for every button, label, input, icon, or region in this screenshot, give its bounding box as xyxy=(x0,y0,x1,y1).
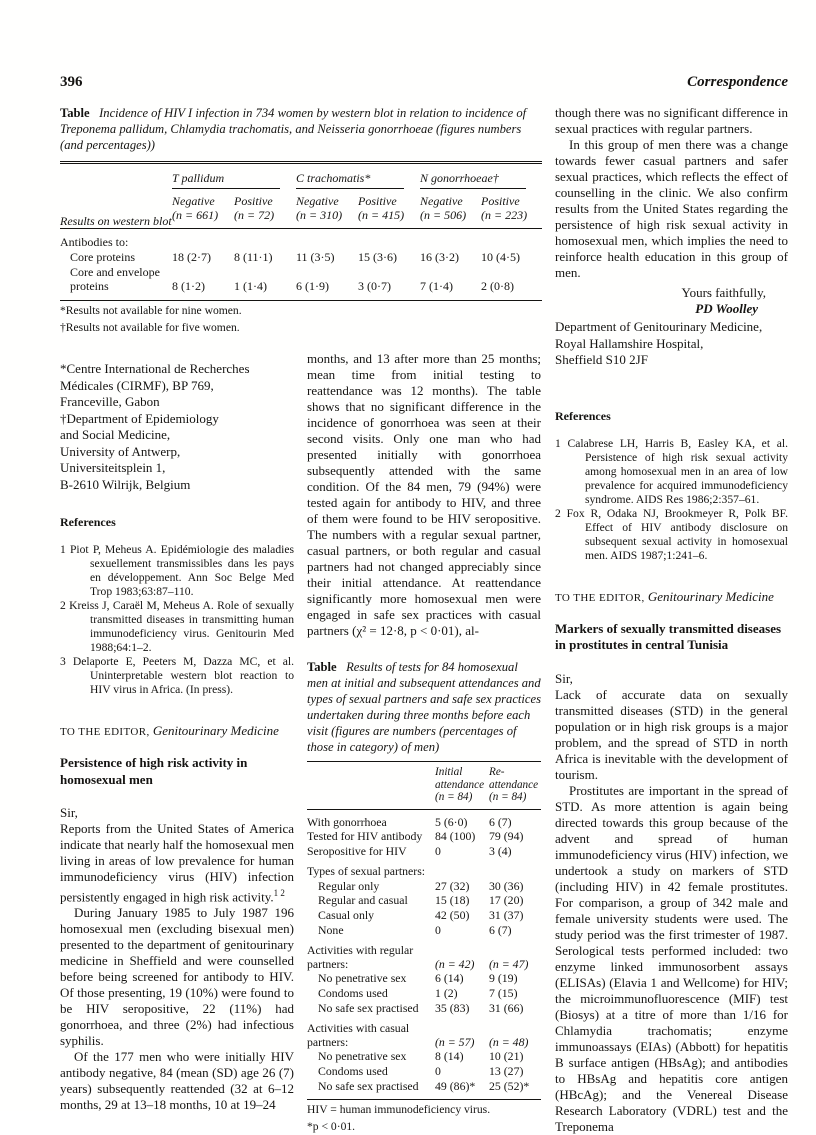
table-cell: 7 (15) xyxy=(489,986,518,1001)
table-cell: With gonorrhoea xyxy=(307,814,387,829)
journal-name: Genitourinary Medicine xyxy=(152,723,279,738)
to-the-editor-label: TO THE EDITOR, xyxy=(555,591,645,604)
table1-group-row xyxy=(60,163,542,190)
table-row xyxy=(307,809,541,830)
table-cell: Condoms used xyxy=(318,986,388,1001)
affiliation-block xyxy=(60,361,294,493)
table-cell: 8 (14) xyxy=(435,1049,464,1064)
reference-superscript: 1 2 xyxy=(273,888,285,898)
table-cell: Seropositive for HIV xyxy=(307,843,407,858)
table2-body xyxy=(307,809,541,1100)
page-number: 396 xyxy=(60,74,83,90)
table-cell: No penetrative sex xyxy=(318,1049,407,1064)
table-row xyxy=(307,909,541,924)
paragraph: Reports from the United States of America indicate that nearly half the homosexual men living in areas of low prevalence for human immunodeficiency virus (HIV) infection persistently engaged in high risk activity.$^{1 2}$ xyxy=(60,821,294,905)
table-cell: 1 (1·4) xyxy=(234,279,267,293)
address-line: Sheffield S10 2JF xyxy=(555,352,648,367)
table-cell: (n = 42) xyxy=(435,956,475,971)
table-cell: No penetrative sex xyxy=(318,971,407,986)
table-cell: Casual only xyxy=(318,908,375,923)
table-cell: (n = 57) xyxy=(435,1034,475,1049)
table-cell xyxy=(435,859,489,880)
table-cell xyxy=(489,859,541,880)
table-cell: No safe sex practised xyxy=(318,1078,419,1093)
address-line: Royal Hallamshire Hospital, xyxy=(555,335,704,351)
table-cell: 17 (20) xyxy=(489,893,524,908)
paragraph: Of the 177 men who were initially HIV antibody negative, 84 (mean (SD) age 26 (7) years) subsequently reattended (32 at 6–12 months, 29 at 13–18 months, 10 at 19–24 xyxy=(60,1049,294,1113)
table-cell: 27 (32) xyxy=(435,878,470,893)
table1-subhead: Negative (n = 310) xyxy=(296,194,343,222)
table-row xyxy=(307,924,541,939)
table1-row xyxy=(60,250,542,265)
table1-subhead: Positive (n = 223) xyxy=(481,194,528,222)
table-cell: 25 (52)* xyxy=(489,1078,530,1093)
table-row xyxy=(307,845,541,860)
table-cell: 1 (2) xyxy=(435,986,458,1001)
table1-stub-head: Results on western blot xyxy=(60,214,172,228)
paragraph: Lack of accurate data on sexually transmitted diseases (STD) in the general population or in high risk groups is a major problem, and the spread of STD in north Africa is inevitable with the development of tourism. xyxy=(555,686,788,782)
table-cell: 2 (0·8) xyxy=(481,279,514,293)
table-cell: 0 xyxy=(435,1064,441,1078)
table-cell: 49 (86)* xyxy=(435,1078,476,1093)
reference-item: 2 Fox R, Odaka NJ, Brookmeyer R, Polk BF. Effect of HIV antibody disclosure on subsequent sexual activity in homosexual men. AIDS 1987;1:241–6. xyxy=(555,506,788,562)
table-cell: Core proteins xyxy=(70,250,135,264)
table1-group-tpallidum: T pallidum xyxy=(172,163,296,190)
table2 xyxy=(307,761,541,1100)
lower-two-columns xyxy=(60,351,542,1134)
table-cell: 7 (1·4) xyxy=(420,279,453,293)
table-cell: 5 (6·0) xyxy=(435,814,468,829)
table-cell: 13 (27) xyxy=(489,1064,524,1078)
table1-caption-label: Table xyxy=(60,106,90,120)
table-row xyxy=(307,1016,541,1050)
column-left xyxy=(60,351,294,1134)
table-cell: 31 (66) xyxy=(489,1000,524,1015)
table-cell: 0 xyxy=(435,922,441,937)
table1-subhead: Positive (n = 72) xyxy=(234,194,275,222)
table-cell: 31 (37) xyxy=(489,908,524,923)
table1-subhead: Positive (n = 415) xyxy=(358,194,405,222)
table-row xyxy=(307,894,541,909)
letter-title: Markers of sexually transmitted diseases in prostitutes in central Tunisia xyxy=(555,620,782,652)
table1-body xyxy=(60,229,542,301)
table-row xyxy=(307,1002,541,1017)
table2-col-head: Re- attendance (n = 84) xyxy=(489,766,539,803)
table-cell: None xyxy=(318,922,344,937)
table-cell: 35 (83) xyxy=(435,1000,470,1015)
table2-head-row xyxy=(307,762,541,810)
table-row xyxy=(307,859,541,880)
reference-list xyxy=(60,543,294,697)
table-cell: Core and envelope proteins xyxy=(70,265,160,293)
table2-footnote: *p < 0·01. xyxy=(307,1120,356,1134)
table-cell: 79 (94) xyxy=(489,829,524,844)
table-cell: Activities with regular partners: xyxy=(307,943,414,971)
table1-subhead: Negative (n = 661) xyxy=(172,194,219,222)
table-row xyxy=(307,880,541,895)
table-row xyxy=(307,830,541,845)
table1-footnote: *Results not available for nine women. xyxy=(60,304,242,317)
table-cell: Types of sexual partners: xyxy=(307,864,426,879)
table1-block xyxy=(60,105,542,335)
table-cell: 3 (0·7) xyxy=(358,279,391,293)
table1-caption-text: Incidence of HIV I infection in 734 women by western blot in relation to incidence of Treponema pallidum, Chlamydia trachomatis, and Neisseria gonorrhoeae (figures numbers (and percentages)) xyxy=(60,106,527,152)
main-content xyxy=(60,105,788,1135)
table1-caption xyxy=(60,105,542,153)
table2-col-head: Initial attendance (n = 84) xyxy=(435,766,485,803)
table-cell: 84 (100) xyxy=(435,829,476,844)
table-row xyxy=(307,1065,541,1080)
affiliation-line: Médicales (CIRMF), BP 769, xyxy=(60,377,214,393)
column-right xyxy=(555,105,788,1135)
signature: PD Woolley xyxy=(695,301,758,316)
salutation: Sir, xyxy=(555,670,573,686)
table-cell: Regular and casual xyxy=(318,893,408,908)
table2-head xyxy=(307,762,541,810)
table-cell: (n = 47) xyxy=(489,956,529,971)
reference-item: 1 Calabrese LH, Harris B, Easley KA, et al. Persistence of high risk sexual activity among homosexual men in an area of low prevalence for acquired immunodeficiency syndrome. AIDS Res 1986;2:357–61. xyxy=(555,436,788,506)
table1 xyxy=(60,161,542,301)
table2-caption-label: Table xyxy=(307,660,337,674)
table-cell: 0 xyxy=(435,843,441,858)
table-cell: 8 (11·1) xyxy=(234,250,273,264)
table-cell: 6 (7) xyxy=(489,922,512,937)
table1-footnote: †Results not available for five women. xyxy=(60,321,240,334)
table-row xyxy=(307,1050,541,1065)
affiliation-line: University of Antwerp, xyxy=(60,443,181,459)
table-cell: 15 (3·6) xyxy=(358,250,397,264)
page-header xyxy=(60,74,788,91)
table-cell: 3 (4) xyxy=(489,843,512,858)
to-the-editor-line xyxy=(60,723,294,739)
to-the-editor-line xyxy=(555,589,788,605)
reference-item: 3 Delaporte E, Peeters M, Dazza MC, et al. Uninterpretable western blot reaction to HIV virus in Africa. (In press). xyxy=(60,655,294,696)
paragraph: In this group of men there was a change towards fewer casual partners and safer sexual practices, which reflects the effect of counselling in the clinic. We also confirm results from the United States regarding the persistence of high risk sexual activity in homosexual men, which implies the need to reinforce health education in this group of men. xyxy=(555,137,788,280)
running-head: Correspondence xyxy=(687,74,788,90)
table1-head xyxy=(60,163,542,229)
reference-item: 2 Kreiss J, Caraël M, Meheus A. Role of sexually transmitted diseases in transmitting human immunodeficiency virus. Genitourin Med 1988;64:1–2. xyxy=(60,599,294,654)
address-block xyxy=(555,319,788,369)
table-cell: Tested for HIV antibody xyxy=(307,829,423,844)
valediction: Yours faithfully, xyxy=(681,285,766,300)
affiliation-line: Universiteitsplein 1, xyxy=(60,460,166,475)
reference-item: 1 Piot P, Meheus A. Epidémiologie des maladies sexuellement transmissibles dans les pays en développement. Ann Soc Belge Med Trop 1983;63:87–110. xyxy=(60,543,294,598)
paragraph: months, and 13 after more than 25 months; mean time from initial testing to reattendance was 12 months). The table shows that no significant difference in the incidence of gonorrhoea was seen at their second visits. Only one man who had presented initially with gonorrhoea subsequently attended with the same condition. Of the 84 men, 79 (94%) were tested again for antibody to HIV, and three of them were found to be HIV seropositive. The numbers with a regular sexual partner, casual partners, or both regular and casual partners had not changed appreciably since their initial attendance. At reattendance significantly more homosexual men were engaged in safe sex practices with casual partners (χ² = 12·8, p < 0·01), al- xyxy=(307,351,541,638)
table2-footnote: HIV = human immunodeficiency virus. xyxy=(307,1103,491,1117)
table-row xyxy=(307,972,541,987)
table-cell: 15 (18) xyxy=(435,893,470,908)
table-cell: 8 (1·2) xyxy=(172,279,205,293)
journal-name: Genitourinary Medicine xyxy=(647,588,774,604)
paragraph: During January 1985 to July 1987 196 homosexual men (excluding bisexual men) presented to the department of genitourinary medicine in Sheffield and were counselled before being screened for antibody to HIV. Of those presenting, 19 (10%) were found to be HIV seropositive, 22 (11%) had gonorrhoea, and three (2%) had infectious syphilis. xyxy=(60,905,294,1049)
affiliation-line: Franceville, Gabon xyxy=(60,394,160,409)
table-cell: (n = 48) xyxy=(489,1034,529,1049)
table1-subhead: Negative (n = 506) xyxy=(420,194,467,222)
references-heading: References xyxy=(60,515,116,529)
paragraph: Prostitutes are important in the spread of STD. As more attention is again being directed towards this group because of the advent and spread of human immunodeficiency virus (HIV) infection, we undertook a study on markers of STD (including HIV) in 42 female prostitutes. For comparison, a group of 342 male and female university students were used. The study period was the first trimester of 1987. Serological tests performed included: two enzyme linked immunosorbent assays (ELISAs) (Elavia 1 and Wellcome) for HIV; the microimmunofluorescence (MIF) test (Biosys) at a titre of more than 1/16 for Chlamydia trachomatis; enzyme immunoassays (EIAs) (Abbott) for hepatitis B surface antigen (HBsAg); and antibodies to HBsAg and hepatitis core antigen (HBcAg); and the Venereal Disease Research Laboratory (VDRL) test and the Treponema xyxy=(555,782,788,1134)
affiliation-line: *Centre International de Recherches xyxy=(60,361,250,376)
affiliation-line: B-2610 Wilrijk, Belgium xyxy=(60,476,191,492)
references-heading: References xyxy=(555,408,611,423)
salutation: Sir, xyxy=(60,805,78,820)
table2-stub-head xyxy=(307,762,435,810)
affiliation-line: †Department of Epidemiology xyxy=(60,410,219,426)
table-cell: 6 (14) xyxy=(435,971,464,986)
table1-group-ctrachomatis: C trachomatis* xyxy=(296,163,420,190)
table-cell: Condoms used xyxy=(318,1064,388,1078)
table-cell: 42 (50) xyxy=(435,908,470,923)
table2-caption-text: Results of tests for 84 homosexual men at initial and subsequent attendances and types of sexual partners and safe sex practices undertaken during three months before each visit (figures are numbers (percentages of those in category) of men) xyxy=(307,660,541,754)
table1-group-ngonorrhoeae: N gonorrhoeae† xyxy=(420,163,542,190)
table-cell: 10 (4·5) xyxy=(481,250,520,264)
table-cell: 6 (1·9) xyxy=(296,279,329,293)
table-cell: 18 (2·7) xyxy=(172,250,211,264)
letter-title: Persistence of high risk activity in homosexual men xyxy=(60,755,248,787)
table-cell: 16 (3·2) xyxy=(420,250,459,264)
table-row xyxy=(307,1080,541,1100)
table-cell: No safe sex practised xyxy=(318,1000,419,1015)
reference-list xyxy=(555,437,788,563)
table-cell: Antibodies to: xyxy=(60,235,129,249)
table-row xyxy=(307,987,541,1002)
table1-row xyxy=(60,265,542,301)
left-two-column-area xyxy=(60,105,542,1135)
to-the-editor-label: TO THE EDITOR, xyxy=(60,726,150,738)
table-cell: Regular only xyxy=(318,878,380,893)
table-cell: Activities with casual partners: xyxy=(307,1021,410,1049)
table-cell: 10 (21) xyxy=(489,1049,524,1064)
address-line: Department of Genitourinary Medicine, xyxy=(555,319,763,334)
table-row xyxy=(307,938,541,972)
table-cell: 11 (3·5) xyxy=(296,250,335,264)
affiliation-line: and Social Medicine, xyxy=(60,427,171,442)
table-cell: 30 (36) xyxy=(489,878,524,893)
table1-section-row xyxy=(60,229,542,251)
table-cell: 6 (7) xyxy=(489,814,512,829)
table2-caption xyxy=(307,659,541,755)
table-cell: 9 (19) xyxy=(489,971,518,986)
column-middle xyxy=(307,351,541,1134)
paragraph: though there was no significant difference in sexual practices with regular partners. xyxy=(555,105,788,136)
